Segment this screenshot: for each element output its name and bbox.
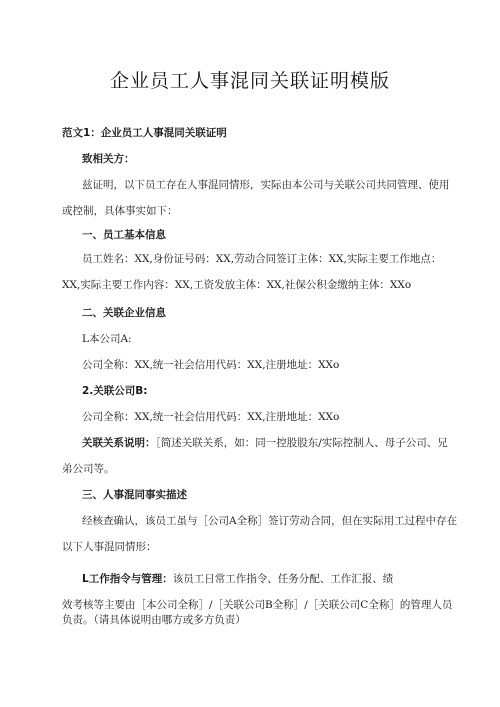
relation-paragraph: [62, 430, 458, 482]
item1-text: 该员工日常工作指令、任务分配、工作汇报、绩: [172, 573, 394, 585]
section2-heading: 二、关联企业信息: [82, 307, 166, 319]
section3-body: 经核查确认，该员工虽与［公司A全称］签订劳动合同，但在实际用工过程中存在以下人事混同情形：: [62, 515, 458, 553]
company-b-body: 公司全称：XX,统一社会信用代码：XX,注册地址：XXo: [82, 411, 340, 423]
company-a-body: 公司全称：XX,统一社会信用代码：XX,注册地址：XXo: [82, 359, 340, 371]
intro-paragraph: 兹证明，以下员工存在人事混同情形，实际由本公司与关联公司共同管理、使用或控制，具体事实如下：: [62, 179, 450, 217]
company-a-label: L本公司A:: [82, 333, 132, 345]
sample-heading: 范文1：企业员工人事混同关联证明: [62, 127, 227, 139]
item1-label: L工作指令与管理：: [82, 573, 173, 585]
relation-body: ［简述关联关系，如：同一控股股东/实际控制人、母子公司、兄弟公司等。: [62, 437, 448, 475]
relation-label: 关联关系说明：: [82, 437, 156, 449]
section1-body: 员工姓名：XX,身份证号码：XX,劳动合同签订主体：XX,实际主要工作地点：XX,实际主要工作内容：XX,工资发放主体：XX,社保公积金缴纳主体：XXo: [62, 253, 442, 291]
item1-line2: 效考核等主要由［本公司全称］/［关联公司B全称］/［关联公司C全称］的管理人员负责。（请具体说明由哪方或多方负责）: [62, 599, 453, 626]
item1-line1: [82, 572, 393, 586]
section1-heading: 一、员工基本信息: [82, 229, 166, 241]
salutation: 致相关方：: [82, 153, 135, 165]
section3-heading: 三、人事混同事实描述: [82, 489, 187, 501]
document-title: 企业员工人事混同关联证明模版: [109, 70, 390, 92]
company-b-label: 2.关联公司B:: [82, 385, 148, 397]
